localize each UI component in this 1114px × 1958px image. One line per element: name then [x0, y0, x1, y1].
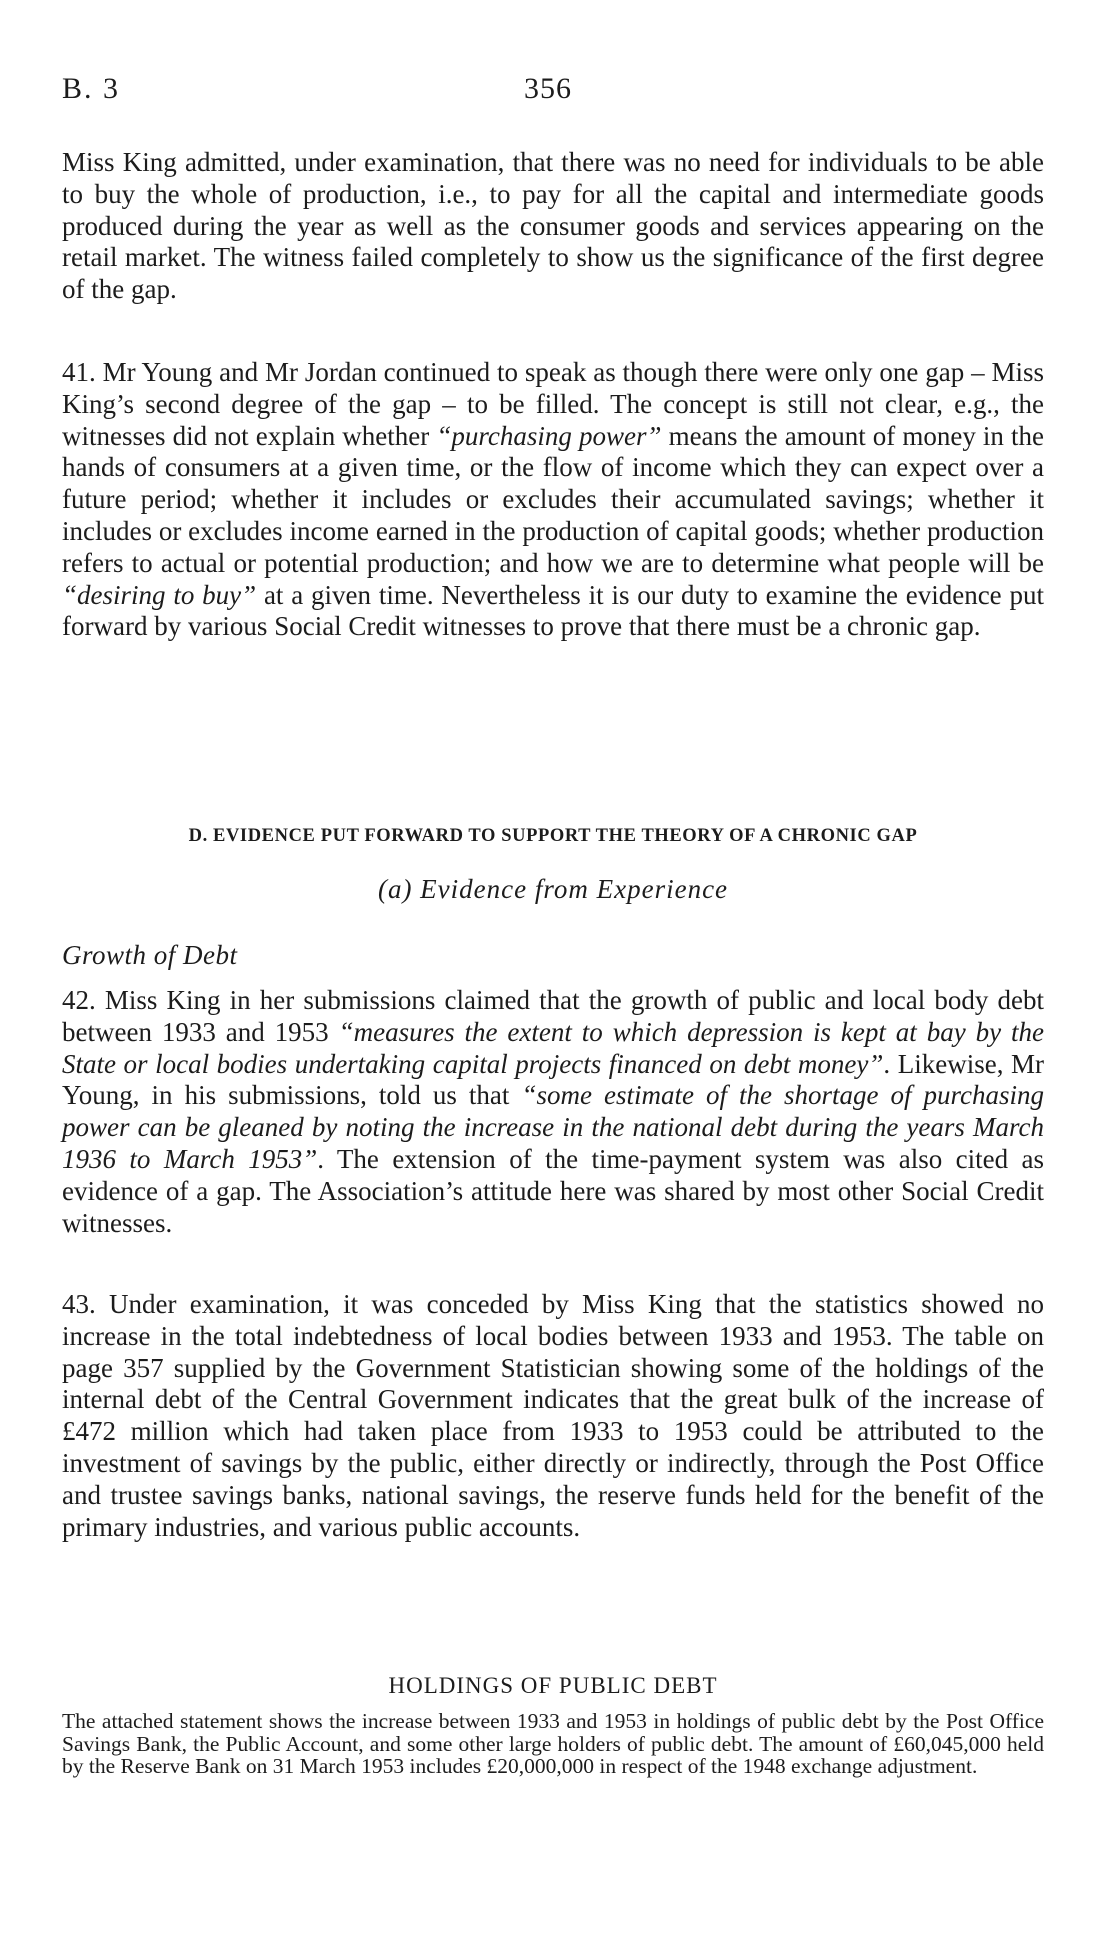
paragraph-41 — [62, 357, 1044, 643]
paragraph-intro — [62, 147, 1044, 306]
quote-desiring-to-buy: “desiring to buy” — [62, 579, 257, 610]
side-heading: Growth of Debt — [62, 940, 238, 970]
page-number: 356 — [524, 72, 572, 105]
paragraph-41-text-2: means the amount of money in the hands of consumers at a given time, or the flow of income which they can expect over a future period; whether it includes or excludes their accumulated savings; whether it includes or excludes income earned in the production of capital goods; whether production refers to actual or potential production; and how we are to determine what people will be — [62, 420, 1044, 578]
subsection-heading: (a) Evidence from Experience — [377, 874, 729, 904]
paragraph-42-text-1: 42. Miss King in her submissions claimed that the growth of public and local body debt between 1933 and 1953 — [62, 985, 1044, 1047]
quote-young-submission: “some estimate of the shortage of purchasing power can be gleaned by noting the increase in the national debt during the years March 1936 to March 1953” — [62, 1080, 1044, 1174]
paragraph-42 — [62, 985, 1044, 1239]
page-header — [62, 72, 1044, 112]
paragraph-43 — [62, 1289, 1044, 1543]
paragraph-43-text: 43. Under examination, it was conceded by Miss King that the statistics showed no increase in the total indebtedness of local bodies between 1933 and 1953. The table on page 357 supplied by the Government Statistician showing some of the holdings of the internal debt of the Central Government indicates that the great bulk of the increase of £472 million which had taken place from 1933 to 1953 could be attributed to the investment of savings by the public, either directly or indirectly, through the Post Office and trustee savings banks, national savings, the reserve funds held for the benefit of the primary industries, and various public accounts. — [62, 1289, 1044, 1542]
section-heading: D. EVIDENCE PUT FORWARD TO SUPPORT THE THEORY OF A CHRONIC GAP — [188, 826, 918, 846]
quote-king-submission: “measures the extent to which depression is kept at bay by the State or local bodies undertaking capital projects financed on debt money” — [62, 1016, 1044, 1079]
document-reference: B. 3 — [62, 72, 121, 105]
paragraph-42-text-3: . The extension of the time-payment system was also cited as evidence of a gap. The Association’s attitude here was shared by most other Social Credit witnesses. — [62, 1143, 1044, 1238]
paragraph-41-text-3: at a given time. Nevertheless it is our duty to examine the evidence put forward by various Social Credit witnesses to prove that there must be a chronic gap. — [62, 579, 1044, 642]
paragraph-intro-text: Miss King admitted, under examination, that there was no need for individuals to be able to buy the whole of production, i.e., to pay for all the capital and intermediate goods produced during the year as well as the consumer goods and services appearing on the retail market. The witness failed completely to show us the significance of the first degree of the gap. — [62, 147, 1044, 305]
paragraph-42-text-2: . Likewise, Mr Young, in his submissions, told us that — [62, 1048, 1044, 1111]
holdings-note — [62, 1710, 1044, 1778]
holdings-note-text: The attached statement shows the increase between 1933 and 1953 in holdings of public debt by the Post Office Savings Bank, the Public Account, and some other large holders of public debt. The amount of £60,045,000 held by the Reserve Bank on 31 March 1953 includes £20,000,000 in respect of the 1948 exchange adjustment. — [62, 1709, 1044, 1778]
holdings-title: HOLDINGS OF PUBLIC DEBT — [388, 1673, 718, 1698]
quote-purchasing-power: “purchasing power” — [436, 420, 662, 451]
paragraph-41-text-1: 41. Mr Young and Mr Jordan continued to speak as though there were only one gap – Miss King’s second degree of the gap – to be filled. The concept is still not clear, e.g., the witnesses did not explain whether — [62, 357, 1044, 451]
